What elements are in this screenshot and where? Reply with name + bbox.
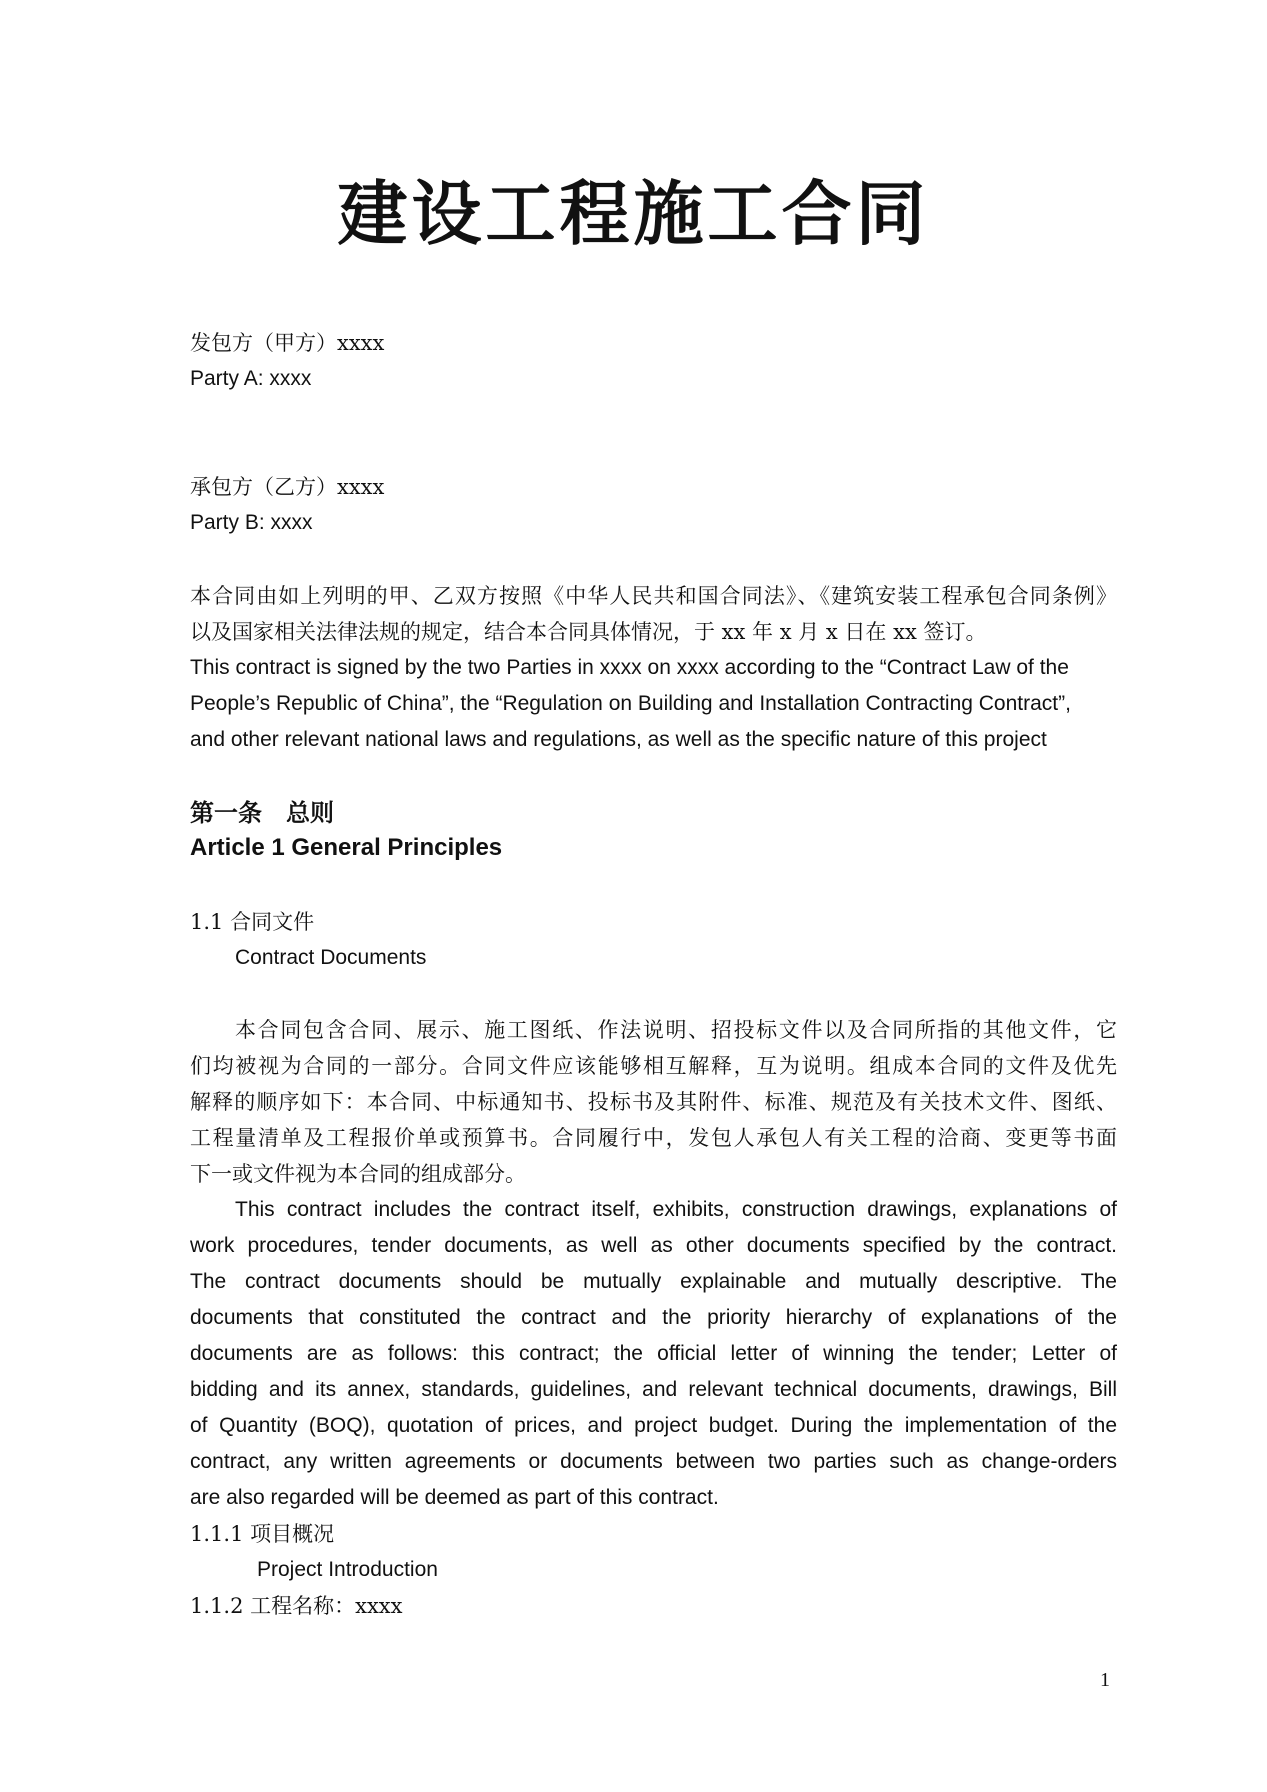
section-1-1-en-line: The contract documents should be mutually explainable and mutually descriptive. The: [190, 1270, 1117, 1293]
section-1-1-body-en: [190, 1192, 1117, 1516]
preamble-zh-line: 以及国家相关法律法规的规定，结合本合同具体情况，于 xx 年 x 月 x 日在 xx 签订。: [190, 620, 987, 644]
section-1-1-zh-line: 本合同包含合同、展示、施工图纸、作法说明、招投标文件以及合同所指的其他文件，它: [235, 1018, 1117, 1042]
party-b-zh: 承包方（乙方）xxxx: [190, 475, 385, 499]
preamble-en-line: People’s Republic of China”, the “Regulation on Building and Installation Contracting Contract”,: [190, 692, 1071, 715]
section-1-1-en-line: documents are as follows: this contract; the official letter of winning the tender; Letter of: [190, 1342, 1117, 1365]
article-1-heading-zh: 第一条 总则: [190, 799, 334, 827]
section-1-1-en-line: are also regarded will be deemed as part of this contract.: [190, 1486, 719, 1509]
section-1-1-zh-line: 工程量清单及工程报价单或预算书。合同履行中，发包人承包人有关工程的洽商、变更等书面: [190, 1126, 1117, 1150]
section-1-1-zh-line: 解释的顺序如下：本合同、中标通知书、投标书及其附件、标准、规范及有关技术文件、图纸、: [190, 1090, 1117, 1114]
section-1-1-en-line: contract, any written agreements or documents between two parties such as change-orders: [190, 1450, 1117, 1473]
section-1-1-en-line: documents that constituted the contract and the priority hierarchy of explanations of the: [190, 1306, 1117, 1329]
article-1-heading-en: Article 1 General Principles: [190, 834, 503, 861]
document-title: 建设工程施工合同: [337, 172, 930, 255]
party-a-en: Party A: xxxx: [190, 367, 312, 390]
section-1-1-heading-zh: 1.1 合同文件: [190, 910, 315, 934]
preamble-en-line: This contract is signed by the two Parties in xxxx on xxxx according to the “Contract Law of the: [190, 656, 1069, 679]
section-1-1-1-heading-en: Project Introduction: [257, 1558, 438, 1581]
page-number: 1: [1100, 1669, 1110, 1691]
party-a-zh: 发包方（甲方）xxxx: [190, 331, 385, 355]
section-1-1-en-line: This contract includes the contract itself, exhibits, construction drawings, explanations of: [235, 1198, 1117, 1221]
preamble-zh: [190, 578, 1117, 650]
section-1-1-en-line: of Quantity (BOQ), quotation of prices, and project budget. During the implementation of the: [190, 1414, 1117, 1437]
section-1-1-body-zh: [190, 1012, 1117, 1192]
preamble-en-line: and other relevant national laws and regulations, as well as the specific nature of this project: [190, 728, 1047, 751]
section-1-1-2-text: 1.1.2 工程名称：xxxx: [190, 1594, 403, 1618]
preamble-zh-line: 本合同由如上列明的甲、乙双方按照《中华人民共和国合同法》、《建筑安装工程承包合同条例》: [190, 584, 1117, 608]
section-1-1-zh-line: 们均被视为合同的一部分。合同文件应该能够相互解释，互为说明。组成本合同的文件及优先: [190, 1054, 1117, 1078]
section-1-1-en-line: work procedures, tender documents, as well as other documents specified by the contract.: [190, 1234, 1117, 1257]
section-1-1-heading-en: Contract Documents: [235, 946, 427, 969]
section-1-1-zh-line: 下一或文件视为本合同的组成部分。: [190, 1162, 526, 1186]
section-1-1-en-line: bidding and its annex, standards, guidelines, and relevant technical documents, drawings, Bill: [190, 1378, 1117, 1401]
section-1-1-1-heading-zh: 1.1.1 项目概况: [190, 1522, 335, 1546]
preamble-en: [190, 650, 1117, 758]
party-b-en: Party B: xxxx: [190, 511, 313, 534]
